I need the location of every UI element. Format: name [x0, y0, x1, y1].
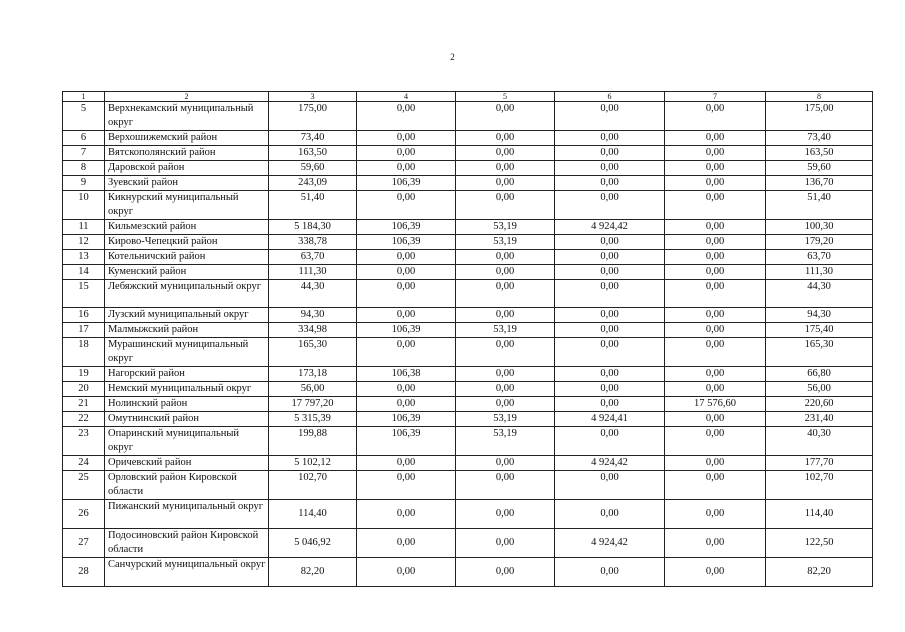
district-name: Немский муниципальный округ — [105, 382, 269, 397]
row-number: 6 — [63, 131, 105, 146]
col-6-value: 4 924,42 — [555, 220, 665, 235]
table-row — [63, 250, 873, 265]
col-8-value: 40,30 — [766, 427, 873, 456]
col-5-value: 0,00 — [456, 338, 555, 367]
col-4-value: 0,00 — [357, 529, 456, 558]
col-5-value: 0,00 — [456, 471, 555, 500]
col-5-value: 0,00 — [456, 102, 555, 131]
row-number: 12 — [63, 235, 105, 250]
district-name: Малмыжский район — [105, 323, 269, 338]
col-3-value: 73,40 — [269, 131, 357, 146]
col-5-value: 0,00 — [456, 280, 555, 308]
col-6-value: 0,00 — [555, 176, 665, 191]
col-4-value: 0,00 — [357, 308, 456, 323]
col-3-value: 243,09 — [269, 176, 357, 191]
district-name: Кильмезский район — [105, 220, 269, 235]
district-name: Верхошижемский район — [105, 131, 269, 146]
budget-table — [62, 91, 873, 587]
col-7-value: 0,00 — [665, 338, 766, 367]
col-7-value: 0,00 — [665, 456, 766, 471]
col-6-value: 0,00 — [555, 161, 665, 176]
col-7-value: 0,00 — [665, 191, 766, 220]
col-6-value: 0,00 — [555, 308, 665, 323]
row-number: 14 — [63, 265, 105, 280]
col-7-value: 0,00 — [665, 529, 766, 558]
col-7-value: 0,00 — [665, 471, 766, 500]
col-3-value: 102,70 — [269, 471, 357, 500]
row-number: 22 — [63, 412, 105, 427]
col-3-value: 111,30 — [269, 265, 357, 280]
col-8-value: 231,40 — [766, 412, 873, 427]
col-7-value: 0,00 — [665, 427, 766, 456]
district-name: Зуевский район — [105, 176, 269, 191]
col-4-value: 0,00 — [357, 102, 456, 131]
col-6-value: 0,00 — [555, 250, 665, 265]
col-6-value: 4 924,42 — [555, 456, 665, 471]
header-row — [63, 92, 873, 102]
col-5-value: 0,00 — [456, 308, 555, 323]
col-8-value: 44,30 — [766, 280, 873, 308]
table-row — [63, 146, 873, 161]
table-row — [63, 161, 873, 176]
col-6-value: 0,00 — [555, 367, 665, 382]
col-3-value: 51,40 — [269, 191, 357, 220]
table-row — [63, 397, 873, 412]
col-4-value: 106,39 — [357, 176, 456, 191]
district-name: Санчурский муниципальный округ — [105, 558, 269, 587]
col-8-value: 177,70 — [766, 456, 873, 471]
col-7-value: 0,00 — [665, 500, 766, 529]
col-8-value: 63,70 — [766, 250, 873, 265]
col-8-value: 175,00 — [766, 102, 873, 131]
col-3-value: 114,40 — [269, 500, 357, 529]
table-row — [63, 367, 873, 382]
col-4-value: 0,00 — [357, 265, 456, 280]
col-6-value: 0,00 — [555, 191, 665, 220]
col-3-value: 5 102,12 — [269, 456, 357, 471]
col-3-value: 334,98 — [269, 323, 357, 338]
row-number: 9 — [63, 176, 105, 191]
col-5-value: 0,00 — [456, 131, 555, 146]
col-7-value: 0,00 — [665, 131, 766, 146]
col-6-value: 0,00 — [555, 382, 665, 397]
col-3-value: 199,88 — [269, 427, 357, 456]
page-number: 2 — [450, 52, 455, 62]
col-3-value: 63,70 — [269, 250, 357, 265]
district-name: Вятскополянский район — [105, 146, 269, 161]
table-row — [63, 235, 873, 250]
header-col-1: 1 — [63, 92, 105, 102]
col-8-value: 100,30 — [766, 220, 873, 235]
col-8-value: 56,00 — [766, 382, 873, 397]
row-number: 8 — [63, 161, 105, 176]
col-5-value: 0,00 — [456, 146, 555, 161]
col-3-value: 163,50 — [269, 146, 357, 161]
header-col-5: 5 — [456, 92, 555, 102]
table-row — [63, 529, 873, 558]
row-number: 28 — [63, 558, 105, 587]
col-3-value: 5 046,92 — [269, 529, 357, 558]
col-6-value: 0,00 — [555, 558, 665, 587]
header-col-6: 6 — [555, 92, 665, 102]
col-3-value: 82,20 — [269, 558, 357, 587]
col-7-value: 0,00 — [665, 102, 766, 131]
col-5-value: 0,00 — [456, 161, 555, 176]
col-7-value: 0,00 — [665, 235, 766, 250]
col-4-value: 106,39 — [357, 323, 456, 338]
table-row — [63, 382, 873, 397]
col-4-value: 0,00 — [357, 280, 456, 308]
table-row — [63, 500, 873, 529]
table-row — [63, 412, 873, 427]
col-8-value: 111,30 — [766, 265, 873, 280]
table-row — [63, 102, 873, 131]
col-5-value: 0,00 — [456, 367, 555, 382]
col-6-value: 4 924,41 — [555, 412, 665, 427]
table-row — [63, 338, 873, 367]
col-8-value: 66,80 — [766, 367, 873, 382]
col-8-value: 51,40 — [766, 191, 873, 220]
col-4-value: 106,39 — [357, 235, 456, 250]
col-4-value: 0,00 — [357, 146, 456, 161]
table-row — [63, 176, 873, 191]
district-name: Подосиновский район Кировской области — [105, 529, 269, 558]
header-col-8: 8 — [766, 92, 873, 102]
table-row — [63, 131, 873, 146]
table-row — [63, 308, 873, 323]
row-number: 7 — [63, 146, 105, 161]
col-7-value: 17 576,60 — [665, 397, 766, 412]
col-6-value: 0,00 — [555, 265, 665, 280]
district-name: Кикнурский муниципальный округ — [105, 191, 269, 220]
col-4-value: 0,00 — [357, 397, 456, 412]
col-4-value: 0,00 — [357, 250, 456, 265]
col-6-value: 0,00 — [555, 102, 665, 131]
col-5-value: 53,19 — [456, 235, 555, 250]
col-8-value: 73,40 — [766, 131, 873, 146]
district-name: Лузский муниципальный округ — [105, 308, 269, 323]
col-3-value: 175,00 — [269, 102, 357, 131]
col-7-value: 0,00 — [665, 265, 766, 280]
row-number: 5 — [63, 102, 105, 131]
col-5-value: 0,00 — [456, 397, 555, 412]
district-name: Нолинский район — [105, 397, 269, 412]
row-number: 20 — [63, 382, 105, 397]
col-6-value: 0,00 — [555, 146, 665, 161]
col-6-value: 0,00 — [555, 280, 665, 308]
col-8-value: 163,50 — [766, 146, 873, 161]
col-5-value: 0,00 — [456, 265, 555, 280]
header-col-4: 4 — [357, 92, 456, 102]
col-8-value: 122,50 — [766, 529, 873, 558]
col-5-value: 0,00 — [456, 176, 555, 191]
row-number: 17 — [63, 323, 105, 338]
col-4-value: 0,00 — [357, 382, 456, 397]
district-name: Котельничский район — [105, 250, 269, 265]
col-5-value: 53,19 — [456, 427, 555, 456]
col-4-value: 106,39 — [357, 220, 456, 235]
col-6-value: 0,00 — [555, 500, 665, 529]
row-number: 15 — [63, 280, 105, 308]
col-6-value: 0,00 — [555, 131, 665, 146]
district-name: Даровской район — [105, 161, 269, 176]
col-4-value: 106,39 — [357, 427, 456, 456]
district-name: Мурашинский муниципальный округ — [105, 338, 269, 367]
col-4-value: 0,00 — [357, 131, 456, 146]
table-row — [63, 427, 873, 456]
row-number: 23 — [63, 427, 105, 456]
col-8-value: 220,60 — [766, 397, 873, 412]
col-7-value: 0,00 — [665, 367, 766, 382]
row-number: 24 — [63, 456, 105, 471]
col-3-value: 17 797,20 — [269, 397, 357, 412]
col-6-value: 0,00 — [555, 427, 665, 456]
header-col-3: 3 — [269, 92, 357, 102]
col-3-value: 5 184,30 — [269, 220, 357, 235]
col-6-value: 0,00 — [555, 338, 665, 367]
table-row — [63, 558, 873, 587]
row-number: 25 — [63, 471, 105, 500]
col-8-value: 114,40 — [766, 500, 873, 529]
district-name: Пижанский муниципальный округ — [105, 500, 269, 529]
col-4-value: 0,00 — [357, 191, 456, 220]
col-5-value: 0,00 — [456, 529, 555, 558]
col-4-value: 0,00 — [357, 456, 456, 471]
row-number: 16 — [63, 308, 105, 323]
col-3-value: 59,60 — [269, 161, 357, 176]
col-3-value: 165,30 — [269, 338, 357, 367]
row-number: 13 — [63, 250, 105, 265]
col-8-value: 94,30 — [766, 308, 873, 323]
col-3-value: 56,00 — [269, 382, 357, 397]
col-3-value: 5 315,39 — [269, 412, 357, 427]
col-5-value: 0,00 — [456, 191, 555, 220]
district-name: Верхнекамский муниципальный округ — [105, 102, 269, 131]
col-4-value: 0,00 — [357, 338, 456, 367]
district-name: Орловский район Кировской области — [105, 471, 269, 500]
col-6-value: 0,00 — [555, 235, 665, 250]
col-7-value: 0,00 — [665, 308, 766, 323]
col-5-value: 0,00 — [456, 558, 555, 587]
district-name: Омутнинский район — [105, 412, 269, 427]
row-number: 11 — [63, 220, 105, 235]
col-8-value: 59,60 — [766, 161, 873, 176]
row-number: 26 — [63, 500, 105, 529]
col-7-value: 0,00 — [665, 323, 766, 338]
col-6-value: 0,00 — [555, 471, 665, 500]
col-5-value: 0,00 — [456, 500, 555, 529]
col-7-value: 0,00 — [665, 558, 766, 587]
col-7-value: 0,00 — [665, 176, 766, 191]
col-8-value: 82,20 — [766, 558, 873, 587]
district-name: Нагорский район — [105, 367, 269, 382]
col-5-value: 0,00 — [456, 250, 555, 265]
col-7-value: 0,00 — [665, 146, 766, 161]
district-name: Лебяжский муниципальный округ — [105, 280, 269, 308]
col-8-value: 165,30 — [766, 338, 873, 367]
col-4-value: 106,39 — [357, 412, 456, 427]
row-number: 10 — [63, 191, 105, 220]
col-7-value: 0,00 — [665, 382, 766, 397]
col-4-value: 0,00 — [357, 558, 456, 587]
col-4-value: 106,38 — [357, 367, 456, 382]
table-row — [63, 191, 873, 220]
col-7-value: 0,00 — [665, 220, 766, 235]
col-5-value: 53,19 — [456, 412, 555, 427]
table-row — [63, 456, 873, 471]
table-row — [63, 280, 873, 308]
row-number: 27 — [63, 529, 105, 558]
row-number: 19 — [63, 367, 105, 382]
col-7-value: 0,00 — [665, 280, 766, 308]
row-number: 21 — [63, 397, 105, 412]
col-8-value: 179,20 — [766, 235, 873, 250]
header-col-2: 2 — [105, 92, 269, 102]
district-name: Куменский район — [105, 265, 269, 280]
col-4-value: 0,00 — [357, 500, 456, 529]
col-4-value: 0,00 — [357, 471, 456, 500]
col-7-value: 0,00 — [665, 161, 766, 176]
table-row — [63, 323, 873, 338]
col-5-value: 0,00 — [456, 382, 555, 397]
col-6-value: 4 924,42 — [555, 529, 665, 558]
col-3-value: 173,18 — [269, 367, 357, 382]
col-4-value: 0,00 — [357, 161, 456, 176]
district-name: Опаринский муниципальный округ — [105, 427, 269, 456]
col-5-value: 53,19 — [456, 323, 555, 338]
col-8-value: 102,70 — [766, 471, 873, 500]
table-row — [63, 265, 873, 280]
col-3-value: 44,30 — [269, 280, 357, 308]
district-name: Кирово-Чепецкий район — [105, 235, 269, 250]
table-row — [63, 220, 873, 235]
row-number: 18 — [63, 338, 105, 367]
col-8-value: 175,40 — [766, 323, 873, 338]
col-3-value: 338,78 — [269, 235, 357, 250]
col-8-value: 136,70 — [766, 176, 873, 191]
col-3-value: 94,30 — [269, 308, 357, 323]
col-6-value: 0,00 — [555, 397, 665, 412]
header-col-7: 7 — [665, 92, 766, 102]
col-5-value: 53,19 — [456, 220, 555, 235]
col-5-value: 0,00 — [456, 456, 555, 471]
col-7-value: 0,00 — [665, 412, 766, 427]
col-7-value: 0,00 — [665, 250, 766, 265]
col-6-value: 0,00 — [555, 323, 665, 338]
district-name: Оричевский район — [105, 456, 269, 471]
table-row — [63, 471, 873, 500]
